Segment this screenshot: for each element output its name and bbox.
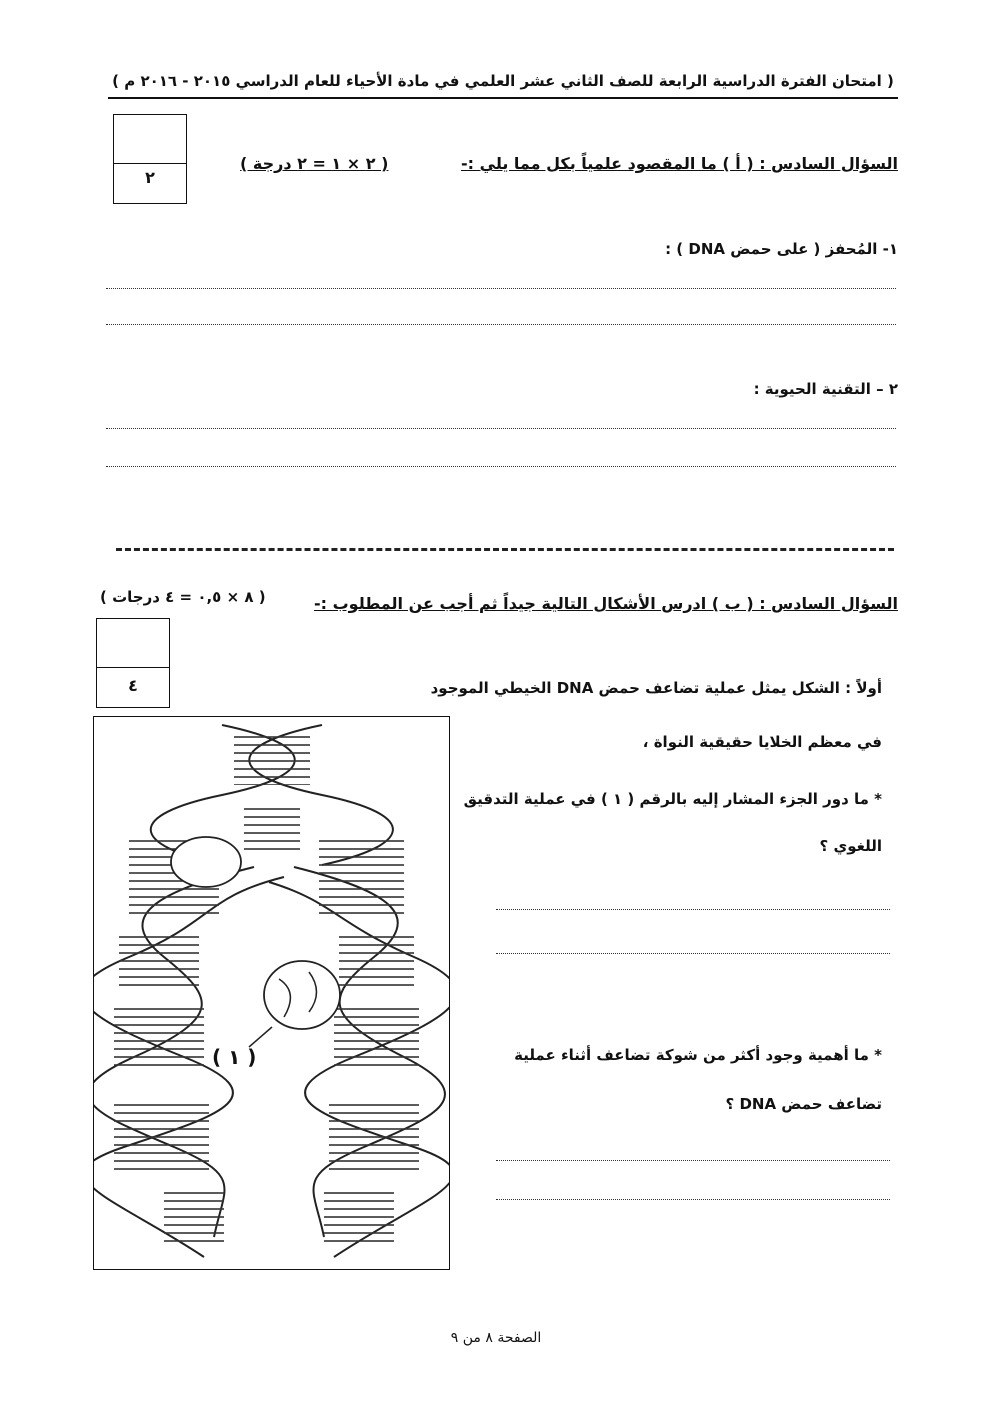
score-box-b-empty	[97, 619, 169, 668]
section-a-title	[461, 154, 898, 173]
figure-label-1: ( ١ )	[212, 1045, 257, 1069]
section-separator	[116, 548, 894, 551]
dna-helix-drawing	[94, 717, 449, 1269]
answer-line[interactable]	[106, 324, 896, 325]
section-a-item-2: ٢ – التقنية الحيوية :	[753, 380, 898, 398]
pointer-line	[249, 1027, 272, 1047]
answer-line[interactable]	[496, 1199, 890, 1200]
intro-line-2: في معظم الخلايا حقيقية النواة ،	[642, 733, 882, 751]
answer-line[interactable]	[496, 1160, 890, 1161]
section-a-item-1: ١- المُحفز ( على حمض DNA ) :	[665, 240, 898, 258]
answer-line[interactable]	[106, 466, 896, 467]
score-box-a-value: ٢	[145, 168, 155, 187]
section-b-title	[314, 594, 898, 613]
page-number: الصفحة ٨ من ٩	[450, 1330, 542, 1346]
dna-replication-figure	[93, 716, 450, 1270]
question-2-line-1: * ما أهمية وجود أكثر من شوكة تضاعف أثناء عملية	[514, 1046, 882, 1064]
exam-header: ( امتحان الفترة الدراسية الرابعة للصف الثاني عشر العلمي في مادة الأحياء للعام الدراسي ٢٠١٥ - ٢٠١٦ م )	[112, 72, 894, 90]
score-box-b	[96, 618, 170, 708]
question-1-line-1: * ما دور الجزء المشار إليه بالرقم ( ١ ) في عملية التدقيق	[463, 790, 882, 808]
intro-line-1: أولاً : الشكل يمثل عملية تضاعف حمض DNA الخيطي الموجود	[430, 679, 882, 697]
header-divider	[108, 97, 898, 99]
section-b-marks: ( ٨ × ٠,٥ = ٤ درجات )	[100, 588, 266, 606]
score-box-b-value: ٤	[128, 676, 138, 695]
enzyme-upper	[171, 837, 241, 887]
section-b-title-text: السؤال السادس : ( ب ) ادرس الأشكال التالية جيداً ثم أجب عن المطلوب :-	[313, 594, 898, 613]
answer-line[interactable]	[106, 428, 896, 429]
score-box-a	[113, 114, 187, 204]
right-daughter-helix	[269, 837, 449, 1257]
answer-line[interactable]	[496, 909, 890, 910]
section-a-title-text: السؤال السادس : ( أ ) ما المقصود علمياً بكل مما يلي :-	[461, 154, 898, 173]
section-a-marks: ( ٢ × ١ = ٢ درجة )	[240, 154, 389, 173]
enzyme-proofreading	[264, 961, 340, 1029]
answer-line[interactable]	[496, 953, 890, 954]
answer-line[interactable]	[106, 288, 896, 289]
question-1-line-2: اللغوي ؟	[819, 837, 882, 855]
score-box-a-empty	[114, 115, 186, 164]
question-2-line-2: تضاعف حمض DNA ؟	[725, 1095, 882, 1113]
